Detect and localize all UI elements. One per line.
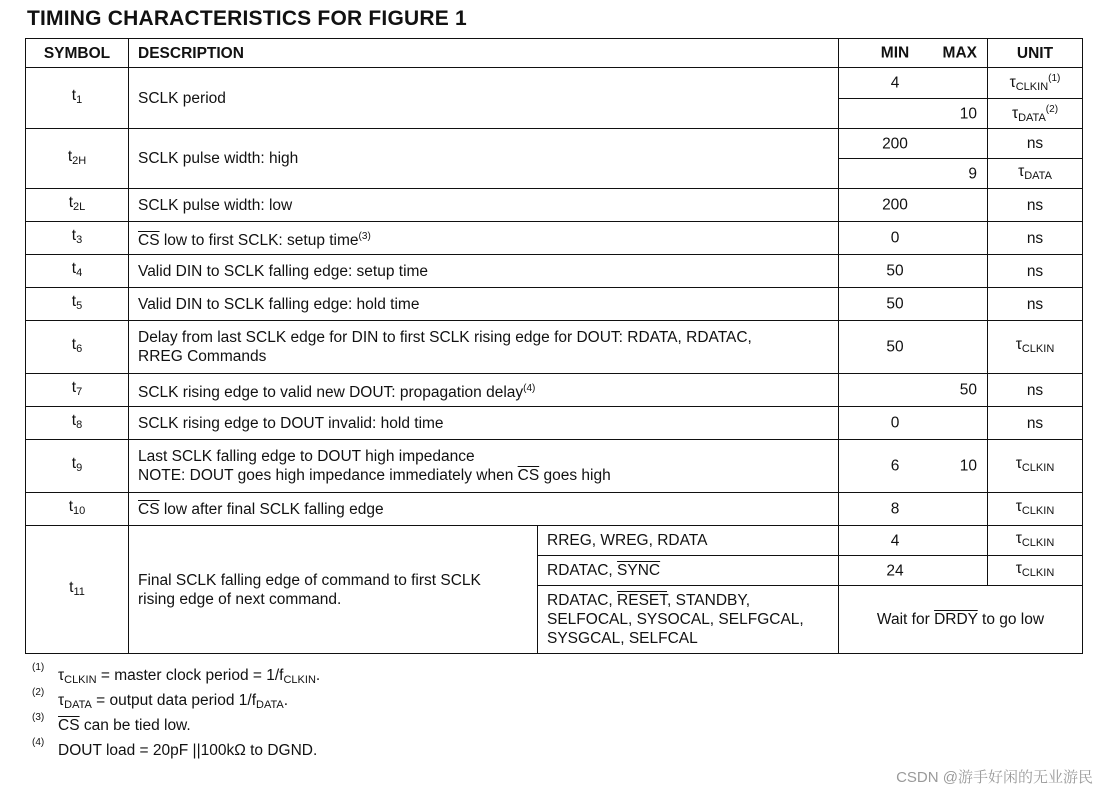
description-cell: SCLK rising edge to valid new DOUT: propagation delay$^{(4)}$ (129, 374, 839, 407)
description-cell: Valid DIN to SCLK falling edge: hold time (129, 288, 839, 321)
description-cell: Final SCLK falling edge of command to first SCLK rising edge of next command. (129, 526, 538, 654)
command-cell: RDATAC, SYNC (538, 556, 839, 586)
unit-cell: $\tau_{DATA}^{(2)}$ (988, 99, 1083, 129)
header-description: DESCRIPTION (129, 39, 839, 68)
symbol-cell: $t_3$ (26, 222, 129, 255)
table-row (26, 129, 1083, 159)
wait-cell: Wait for DRDY to go low (839, 586, 1083, 654)
min-max-cell: 10 (839, 99, 988, 129)
min-max-cell: 200 (839, 189, 988, 222)
symbol-cell: $t_7$ (26, 374, 129, 407)
header-min: MIN (880, 44, 910, 62)
table-row (26, 440, 1083, 493)
table-row (26, 493, 1083, 526)
symbol-cell: $t_8$ (26, 407, 129, 440)
symbol-cell: $t_{2H}$ (26, 129, 129, 189)
unit-cell: ns (988, 129, 1083, 159)
description-cell: SCLK period (129, 68, 839, 129)
unit-cell: $\tau_{CLKIN}$ (988, 440, 1083, 493)
unit-cell: $\tau_{CLKIN}$ (988, 556, 1083, 586)
table-row (26, 222, 1083, 255)
table-row (26, 374, 1083, 407)
table-row (26, 255, 1083, 288)
table-title: TIMING CHARACTERISTICS FOR FIGURE 1 (27, 7, 467, 30)
table-row (26, 526, 1083, 556)
min-max-cell: 50 (839, 321, 988, 374)
header-symbol: SYMBOL (26, 39, 129, 68)
unit-cell: $\tau_{CLKIN}$ (988, 493, 1083, 526)
symbol-cell: $t_1$ (26, 68, 129, 129)
min-max-cell: 50 (839, 288, 988, 321)
unit-cell: $\tau_{CLKIN}$ (988, 526, 1083, 556)
min-max-cell: 0 (839, 222, 988, 255)
header-unit: UNIT (988, 39, 1083, 68)
unit-cell: $\tau_{CLKIN}$ (988, 321, 1083, 374)
unit-cell: ns (988, 374, 1083, 407)
min-max-cell: 200 (839, 129, 988, 159)
command-cell: RREG, WREG, RDATA (538, 526, 839, 556)
timing-table (25, 38, 1083, 654)
header-row (26, 39, 1083, 68)
description-cell: Last SCLK falling edge to DOUT high impedance NOTE: DOUT goes high impedance immediately when $\overline{CS}$ goes high (129, 440, 839, 493)
description-cell: SCLK pulse width: high (129, 129, 839, 189)
symbol-cell: $t_6$ (26, 321, 129, 374)
symbol-cell: $t_{10}$ (26, 493, 129, 526)
unit-cell: ns (988, 189, 1083, 222)
min-max-cell: 50 (839, 255, 988, 288)
table-row (26, 321, 1083, 374)
symbol-cell: $t_{2L}$ (26, 189, 129, 222)
min-max-cell: 4 (839, 68, 988, 99)
header-max: MAX (942, 44, 977, 62)
min-max-cell: 6 10 (839, 440, 988, 493)
min-max-cell: 9 (839, 159, 988, 189)
unit-cell: $\tau_{DATA}$ (988, 159, 1083, 189)
watermark: CSDN @游手好闲的无业游民 (896, 769, 1093, 786)
unit-cell: $\tau_{CLKIN}^{(1)}$ (988, 68, 1083, 99)
unit-cell: ns (988, 407, 1083, 440)
min-max-cell: 4 (839, 526, 988, 556)
description-cell: $\overline{CS}$ low to first SCLK: setup time$^{(3)}$ (129, 222, 839, 255)
description-cell: SCLK pulse width: low (129, 189, 839, 222)
description-cell: Delay from last SCLK edge for DIN to first SCLK rising edge for DOUT: RDATA, RDATAC, RREG Commands (129, 321, 839, 374)
min-max-cell: 0 (839, 407, 988, 440)
min-max-cell: 8 (839, 493, 988, 526)
description-cell: Valid DIN to SCLK falling edge: setup time (129, 255, 839, 288)
table-row (26, 189, 1083, 222)
unit-cell: ns (988, 222, 1083, 255)
table-row (26, 68, 1083, 99)
symbol-cell: $t_9$ (26, 440, 129, 493)
symbol-cell: $t_4$ (26, 255, 129, 288)
description-cell: $\overline{CS}$ low after final SCLK falling edge (129, 493, 839, 526)
symbol-cell: $t_{11}$ (26, 526, 129, 654)
header-min-max (839, 39, 988, 68)
symbol-cell: $t_5$ (26, 288, 129, 321)
description-cell: SCLK rising edge to DOUT invalid: hold time (129, 407, 839, 440)
table-row (26, 288, 1083, 321)
table-row (26, 407, 1083, 440)
unit-cell: ns (988, 255, 1083, 288)
min-max-cell: 24 (839, 556, 988, 586)
min-max-cell: 50 (839, 374, 988, 407)
command-cell: RDATAC, RESET, STANDBY, SELFOCAL, SYSOCAL, SELFGCAL, SYSGCAL, SELFCAL (538, 586, 839, 654)
unit-cell: ns (988, 288, 1083, 321)
